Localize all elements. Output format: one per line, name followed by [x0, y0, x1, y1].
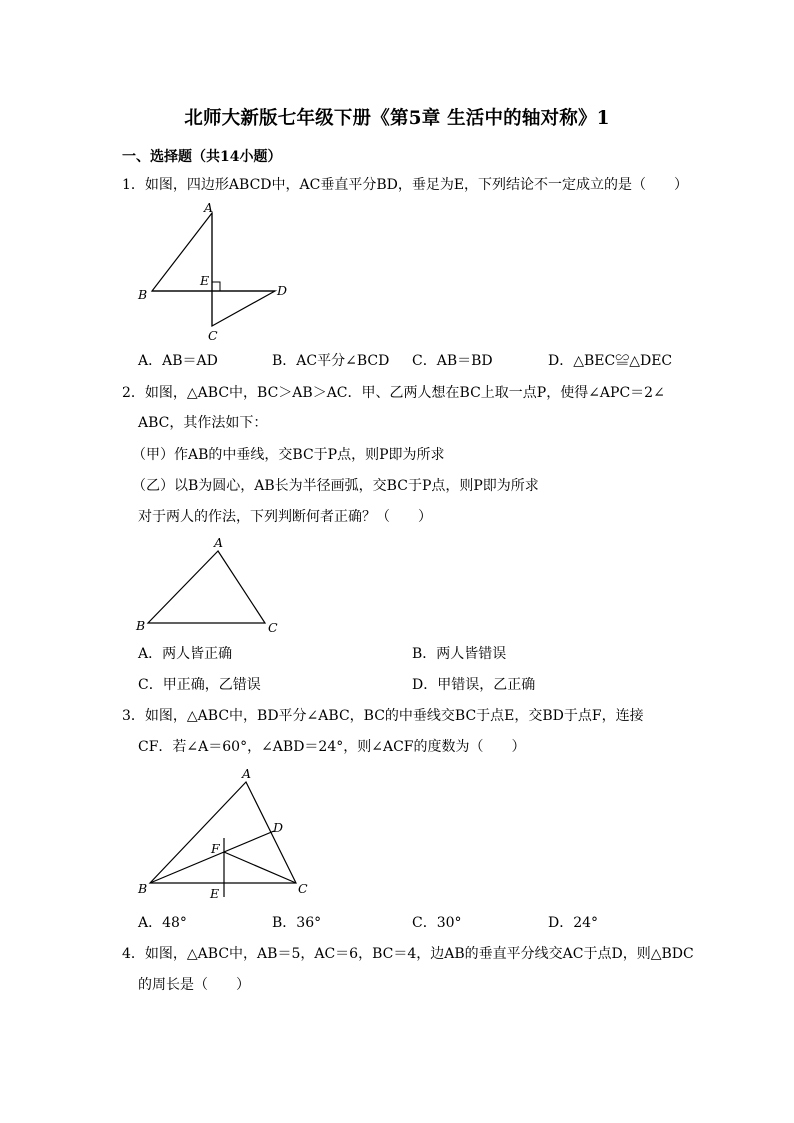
- q1-option-c: C．AB＝BD: [412, 353, 493, 369]
- q1-label-d: D: [277, 283, 288, 298]
- q3-option-c: C．30°: [412, 915, 462, 931]
- q4-stem-line2: 的周长是（ ）: [138, 977, 250, 993]
- q2-label-a: A: [214, 535, 224, 550]
- q3-option-d: D．24°: [548, 915, 599, 931]
- document-title: 北师大新版七年级下册《第5章 生活中的轴对称》1: [184, 108, 610, 129]
- q3-figure: [130, 762, 320, 907]
- q2-option-a: A．两人皆正确: [138, 646, 233, 662]
- q2-option-b: B．两人皆错误: [412, 646, 507, 662]
- q1-option-a: A．AB＝AD: [138, 353, 218, 369]
- q1-option-d: D．△BEC≌△DEC: [548, 353, 673, 369]
- q2-method-jia: （甲）作AB的中垂线，交BC于P点，则P即为所求: [132, 447, 445, 463]
- q1-label-e: E: [200, 273, 210, 288]
- q3-label-e: E: [210, 886, 220, 901]
- q3-option-a: A．48°: [138, 915, 187, 931]
- q1-quadrilateral: [152, 213, 275, 326]
- q3-bisector-bd: [150, 831, 274, 883]
- q2-option-c: C．甲正确，乙错误: [138, 677, 261, 693]
- q4-stem-line1: 4．如图，△ABC中，AB＝5，AC＝6，BC＝4，边AB的垂直平分线交AC于点D，则△BDC: [122, 946, 694, 962]
- q1-label-c: C: [208, 328, 218, 343]
- q3-option-b: B．36°: [272, 915, 322, 931]
- q2-stem-line2: ABC，其作法如下：: [138, 415, 268, 431]
- q3-label-b: B: [138, 881, 148, 896]
- q1-label-b: B: [138, 287, 148, 302]
- q3-stem-line1: 3．如图，△ABC中，BD平分∠ABC，BC的中垂线交BC于点E，交BD于点F，连接: [122, 708, 644, 724]
- q2-stem-line1: 2．如图，△ABC中，BC＞AB＞AC．甲、乙两人想在BC上取一点P，使得∠APC＝2∠: [122, 385, 665, 401]
- q1-right-angle-mark: [212, 282, 220, 291]
- q2-option-d: D．甲错误，乙正确: [412, 677, 536, 693]
- q2-label-c: C: [268, 620, 278, 635]
- q3-label-c: C: [298, 881, 308, 896]
- q3-label-a: A: [242, 766, 252, 781]
- q2-figure: [130, 533, 290, 638]
- q1-stem: 1．如图，四边形ABCD中，AC垂直平分BD，垂足为E，下列结论不一定成立的是（ ）: [122, 177, 689, 193]
- q2-method-yi: （乙）以B为圆心，AB长为半径画弧，交BC于P点，则P即为所求: [132, 478, 539, 494]
- q3-stem-line2: CF．若∠A＝60°，∠ABD＝24°，则∠ACF的度数为（ ）: [138, 739, 526, 755]
- q2-label-b: B: [136, 618, 146, 633]
- q2-question: 对于两人的作法，下列判断何者正确？（ ）: [138, 509, 432, 525]
- q2-triangle: [148, 551, 265, 623]
- section-heading: 一、选择题（共14小题）: [122, 149, 282, 165]
- q1-option-b: B．AC平分∠BCD: [272, 353, 390, 369]
- q1-figure: [130, 200, 310, 345]
- q3-label-f: F: [211, 841, 220, 856]
- q1-label-a: A: [204, 200, 214, 215]
- q3-segment-cf: [224, 852, 296, 883]
- q3-label-d: D: [273, 820, 284, 835]
